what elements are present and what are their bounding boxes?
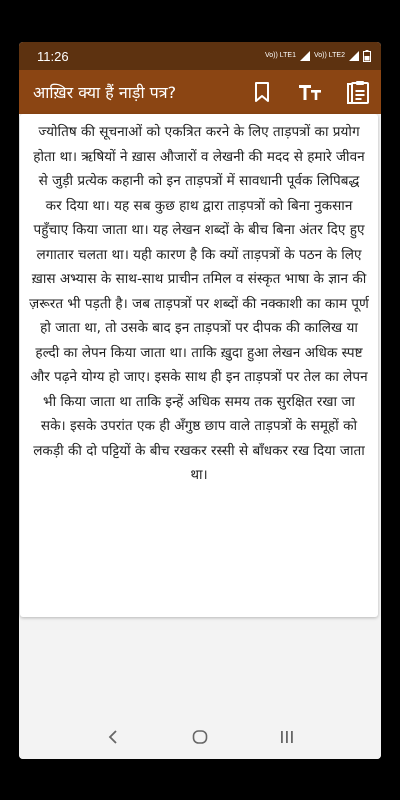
text-size-icon <box>298 82 322 102</box>
signal-icon-2 <box>349 51 359 61</box>
article-card <box>20 114 378 617</box>
article-paragraph: ज्योतिष की सूचनाओं को एकत्रित करने के लिए ताड़पत्रों का प्रयोग होता था। ऋषियों ने ख़ास औजारों व लेखनी की मदद से हमारे जीवन से जुड़ी प्रत्येक कहानी को इन ताड़पत्रों में सावधानी पूर्वक लिपिबद्ध कर दिया था। यह सब कुछ हाथ द्वारा ताड़पत्रों को बिना नुकसान पहुँचाए किया जाता था। यह लेखन शब्दों के बीच बिना अंतर दिए हुए लगातार चलता था। यही कारण है कि क्यों ताड़पत्रों के पठन के लिए ख़ास अभ्यास के साथ-साथ प्राचीन तमिल व संस्कृत भाषा के ज्ञान की ज़रूरत भी पड़ती है। जब ताड़पत्रों पर शब्दों की नक्काशी का काम पूर्ण हो जाता था, तो उसके बाद इन ताड़पत्रों पर दीपक की कालिख या हल्दी का लेपन किया जाता था। ताकि ख़ुदा हुआ लेखन अधिक स्पष्ट और पढ़ने योग्य हो जाए। इसके साथ ही इन ताड़पत्रों पर तेल का लेपन भी किया जाता था ताकि इन्हें अधिक समय तक सुरक्षित रखा जा सके। इसके उपरांत एक ही अँगुष्ठ छाप वाले ताड़पत्रों के समूहों को लकड़ी की दो पट्टियों के बीच रखकर रस्सी से बाँधकर रख दिया जाता था। <box>29 124 369 483</box>
status-bar <box>19 42 381 70</box>
page-title: आख़िर क्या हैं नाड़ी पत्र? <box>33 83 177 102</box>
navigation-bar <box>19 714 381 759</box>
back-button[interactable] <box>98 722 128 752</box>
back-icon <box>107 729 119 745</box>
network2-label: Vo)) LTE2 <box>314 52 345 59</box>
text-size-button[interactable] <box>297 79 323 105</box>
network-lte2 <box>314 52 345 60</box>
recents-button[interactable] <box>272 722 302 752</box>
home-button[interactable] <box>185 722 215 752</box>
battery-icon <box>363 50 371 62</box>
bookmark-icon <box>254 82 270 102</box>
network1-label: Vo)) LTE1 <box>265 52 296 59</box>
phone-screen <box>19 42 381 759</box>
home-icon <box>192 729 208 745</box>
status-time: 11:26 <box>37 48 69 64</box>
clipboard-button[interactable] <box>345 79 371 105</box>
app-bar-actions <box>249 79 371 105</box>
clipboard-icon <box>347 80 369 104</box>
bookmark-button[interactable] <box>249 79 275 105</box>
recents-icon <box>279 729 295 745</box>
app-bar <box>19 70 381 114</box>
signal-icon <box>300 51 310 61</box>
status-icons <box>265 50 371 62</box>
network-lte1 <box>265 52 296 60</box>
